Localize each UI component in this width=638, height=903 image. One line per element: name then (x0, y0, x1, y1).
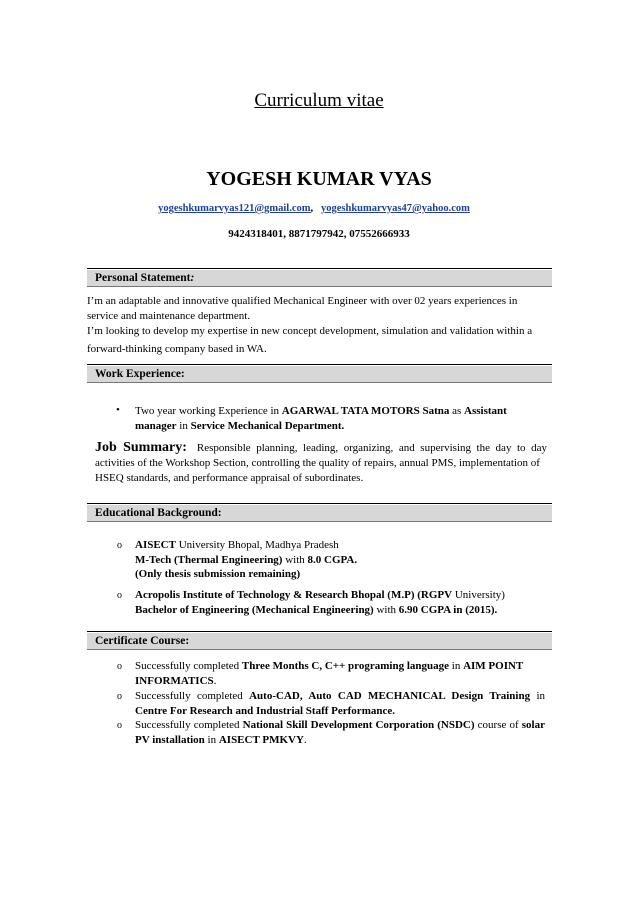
personal-statement-text (87, 294, 549, 357)
bullet-icon: o (117, 720, 122, 731)
job-summary: Job Summary: Responsible planning, leading, organizing, and supervising the day to day activities of the Workshop Section, controlling the quality of repairs, annual PMS, implementation of HSEQ standards, and performance appraisal of subordinates. (95, 440, 547, 484)
work-item: • Two year working Experience in AGARWAL TATA MOTORS Satna as Assistant manager in Service Mechanical Department. (116, 404, 507, 432)
section-heading-personal: Personal Statement: (87, 270, 552, 287)
bullet-icon: • (116, 404, 120, 416)
section-divider (87, 268, 552, 269)
education-item: o Acropolis Institute of Technology & Research Bhopal (M.P) (RGPV University) Bachelor of Engineering (Mechanical Engineering) with 6.90 CGPA in (2015). (117, 589, 505, 616)
personal-line: service and maintenance department. (87, 310, 251, 322)
bullet-icon: o (117, 661, 122, 672)
section-divider (87, 631, 552, 632)
bullet-icon: o (117, 691, 122, 702)
education-item: o AISECT University Bhopal, Madhya Pradesh M-Tech (Thermal Engineering) with 8.0 CGPA. (Only thesis submission remaining) (117, 539, 358, 580)
candidate-name: YOGESH KUMAR VYAS (206, 168, 432, 190)
section-divider (87, 364, 552, 365)
personal-line: I’m an adaptable and innovative qualified Mechanical Engineer with over 02 years experiences in (87, 295, 518, 307)
section-divider (87, 503, 552, 504)
certificate-item: o Successfully completed National Skill Development Corporation (NSDC) course of solar PV installation in AISECT PMKVY. (117, 719, 546, 746)
personal-line: I’m looking to develop my expertise in new concept development, simulation and validation within a (87, 325, 533, 337)
job-summary-label: Job Summary: (95, 440, 187, 455)
phone-numbers: 9424318401, 8871797942, 07552666933 (228, 228, 410, 240)
section-heading-education: Educational Background: (87, 505, 552, 522)
section-heading-work: Work Experience: (87, 366, 552, 383)
email-separator: , (310, 203, 314, 214)
bullet-icon: o (117, 540, 122, 551)
certificate-item: o Successfully completed Three Months C, C++ programing language in AIM POINT INFORMATICS. (117, 660, 524, 687)
email-link-yahoo[interactable]: yogeshkumarvyas47@yahoo.com (320, 203, 470, 214)
personal-line: forward-thinking company based in WA. (87, 343, 267, 355)
bullet-icon: o (117, 590, 122, 601)
section-heading-certificates: Certificate Course: (87, 633, 552, 650)
email-line (0, 203, 628, 214)
document-title: Curriculum vitae (254, 90, 384, 111)
certificate-item: o Successfully completed Auto-CAD, Auto CAD MECHANICAL Design Training in Centre For Research and Industrial Staff Performance. (117, 690, 545, 717)
email-link-gmail[interactable]: yogeshkumarvyas121@gmail.com (158, 203, 311, 214)
